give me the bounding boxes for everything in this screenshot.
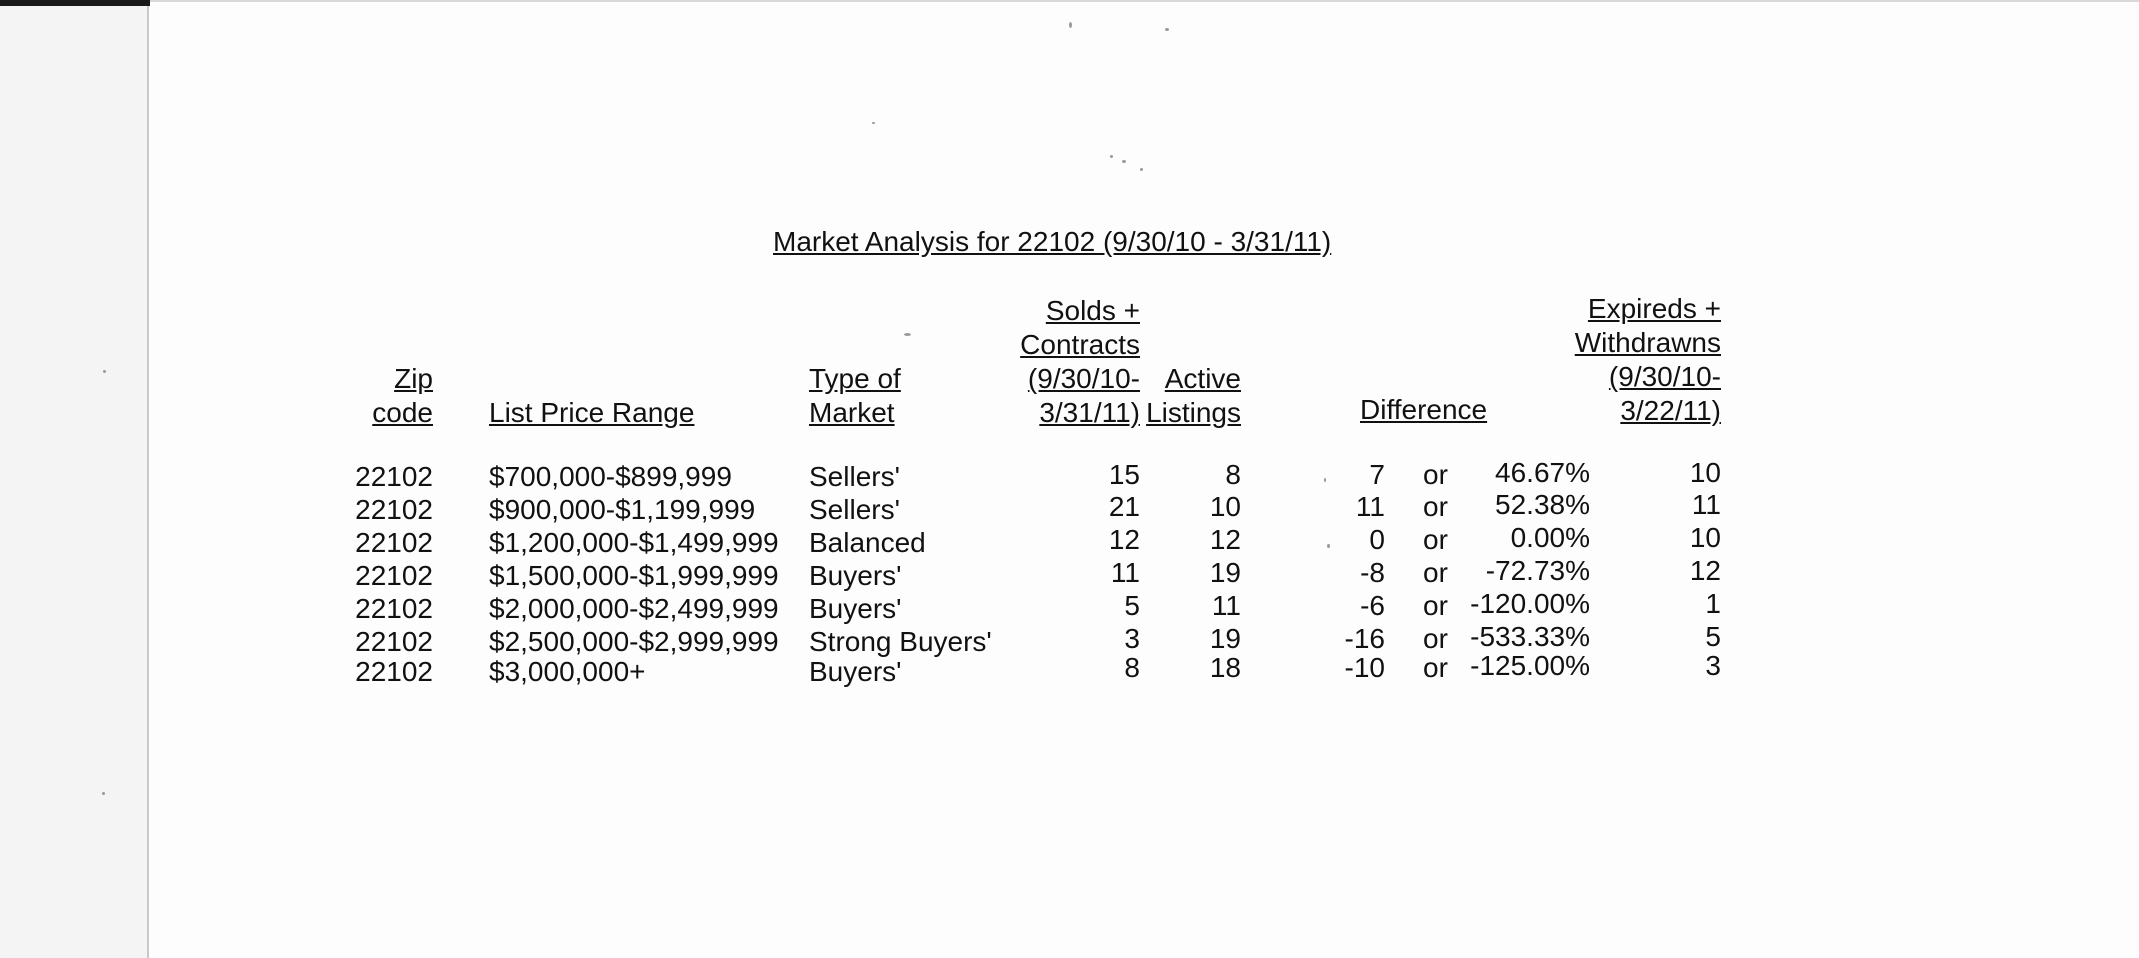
percent-cell: -72.73% [1485,555,1590,586]
market-type-cell: Sellers' [809,494,900,525]
market-type-cell: Buyers' [809,560,902,591]
or-label: or [1423,590,1448,621]
solds-cell: 15 [1108,459,1140,490]
solds-cell: 12 [1108,524,1140,555]
scan-left-margin [0,0,148,958]
solds-cell: 3 [1124,623,1140,654]
or-label: or [1423,491,1448,522]
market-type-cell: Strong Buyers' [809,626,992,657]
market-type-cell: Buyers' [809,656,902,687]
active-cell: 11 [1211,590,1241,621]
zip-cell: 22102 [355,461,433,492]
scan-speck [872,122,875,124]
market-type-cell: Balanced [809,527,926,558]
difference-cell: -10 [1344,652,1385,683]
percent-cell: 52.38% [1495,489,1590,520]
scan-corner-shadow [0,0,150,6]
zip-cell: 22102 [355,626,433,657]
solds-cell: 11 [1110,557,1140,588]
or-label: or [1423,652,1448,683]
price-range-cell: $700,000-$899,999 [489,461,732,492]
price-range-cell: $1,500,000-$1,999,999 [489,560,779,591]
active-cell: 12 [1209,524,1241,555]
percent-cell: -125.00% [1470,650,1590,681]
active-cell: 10 [1209,491,1241,522]
difference-cell: 11 [1355,491,1385,522]
scan-speck [1122,160,1126,163]
active-cell: 18 [1209,652,1241,683]
price-range-cell: $2,500,000-$2,999,999 [489,626,779,657]
active-cell: 19 [1209,557,1241,588]
expireds-cell: 11 [1691,489,1721,520]
header-solds-contracts: Solds + Contracts (9/30/10- 3/31/11) [1020,295,1140,428]
scan-speck [1069,22,1072,28]
market-type-cell: Buyers' [809,593,902,624]
scan-speck [1140,168,1143,171]
percent-cell: 46.67% [1495,457,1590,488]
expireds-cell: 10 [1689,522,1721,553]
zip-cell: 22102 [355,593,433,624]
scan-speck [1327,544,1330,548]
difference-cell: 0 [1369,524,1385,555]
scan-page-edge [147,0,149,958]
percent-cell: -120.00% [1470,588,1590,619]
or-label: or [1423,459,1448,490]
difference-cell: -16 [1344,623,1385,654]
difference-cell: 7 [1369,459,1385,490]
solds-cell: 21 [1108,491,1140,522]
scan-speck [904,333,911,336]
active-cell: 8 [1225,459,1241,490]
scan-speck [102,792,105,795]
zip-cell: 22102 [355,527,433,558]
scan-speck [1110,155,1113,158]
header-market-type: Type of Market [809,363,901,428]
or-label: or [1423,557,1448,588]
expireds-cell: 1 [1705,588,1721,619]
active-cell: 19 [1209,623,1241,654]
header-price-range: List Price Range [489,397,695,428]
expireds-cell: 10 [1689,457,1721,488]
zip-cell: 22102 [355,656,433,687]
price-range-cell: $2,000,000-$2,499,999 [489,593,779,624]
scan-speck [1165,28,1169,31]
header-active-listings: Active Listings [1146,363,1241,428]
price-range-cell: $1,200,000-$1,499,999 [489,527,779,558]
solds-cell: 5 [1124,590,1140,621]
header-expireds-withdrawns: Expireds + Withdrawns (9/30/10- 3/22/11) [1574,293,1721,426]
zip-cell: 22102 [355,494,433,525]
or-label: or [1423,623,1448,654]
solds-cell: 8 [1124,652,1140,683]
scan-speck [103,370,106,373]
percent-cell: -533.33% [1470,621,1590,652]
price-range-cell: $900,000-$1,199,999 [489,494,756,525]
percent-cell: 0.00% [1510,522,1590,553]
header-difference: Difference [1360,394,1488,425]
expireds-cell: 3 [1705,650,1721,681]
header-zip: Zip code [372,363,433,428]
page-title: Market Analysis for 22102 (9/30/10 - 3/31/11) [773,226,1332,257]
market-type-cell: Sellers' [809,461,900,492]
or-label: or [1423,524,1448,555]
expireds-cell: 5 [1705,621,1721,652]
scan-top-edge [150,0,2139,2]
zip-cell: 22102 [355,560,433,591]
expireds-cell: 12 [1689,555,1721,586]
scan-speck [1324,478,1326,482]
difference-cell: -6 [1360,590,1385,621]
difference-cell: -8 [1360,557,1385,588]
price-range-cell: $3,000,000+ [489,656,646,687]
